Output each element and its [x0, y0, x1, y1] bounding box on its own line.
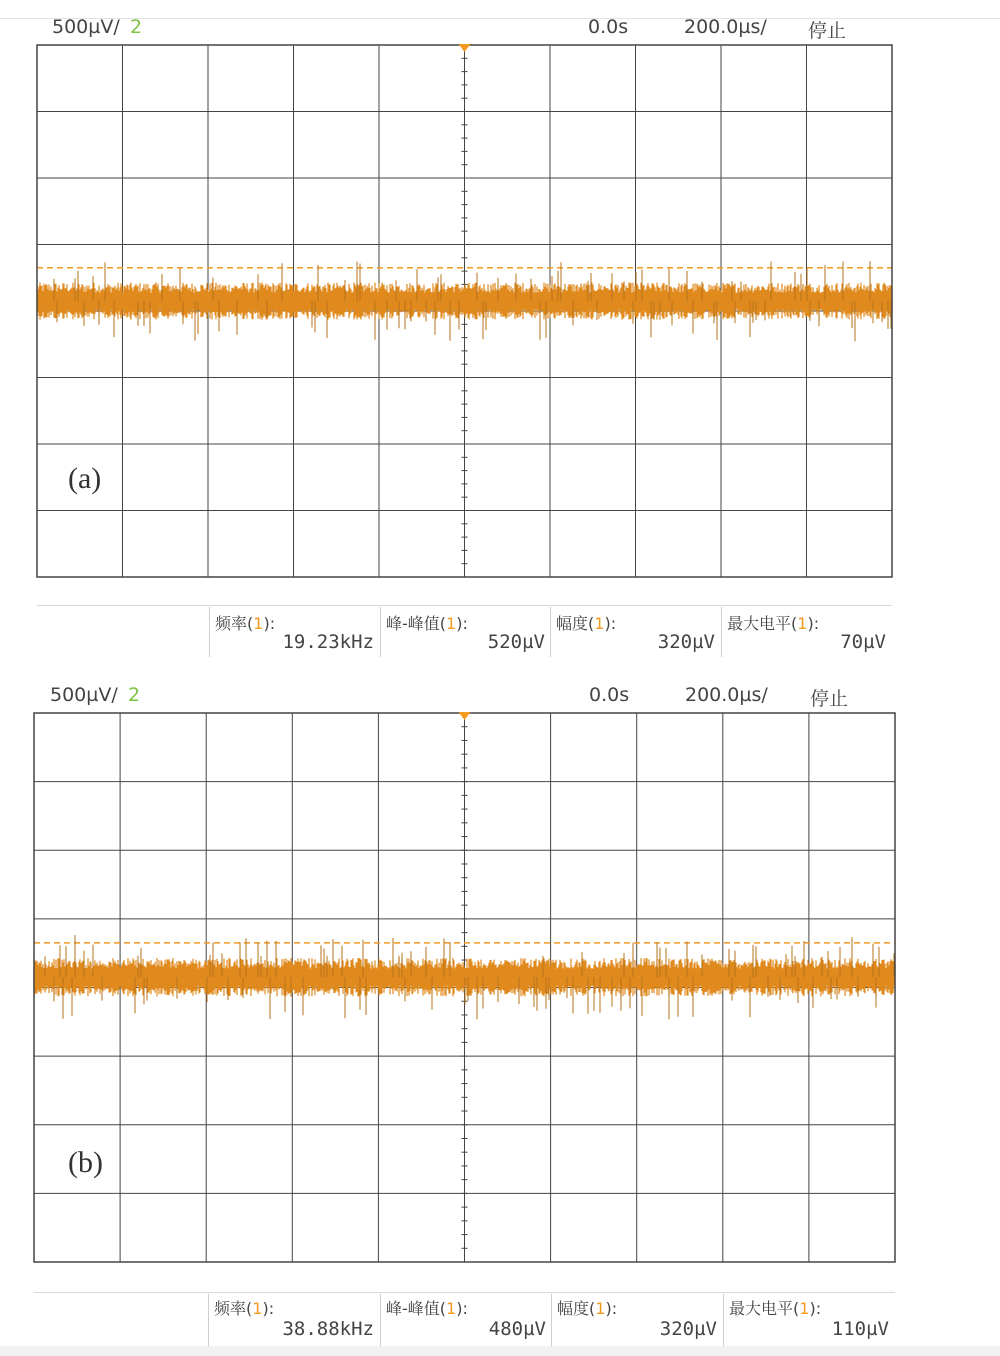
channel-number: 2: [130, 16, 143, 38]
trigger-marker-icon: [459, 712, 471, 720]
measurement-value-max-level: 110µV: [831, 1318, 889, 1340]
time-per-div: 200.0µs/: [684, 16, 767, 38]
panel-label: (b): [68, 1146, 103, 1179]
measurement-label-max-level: 最大电平(1):: [729, 1299, 822, 1318]
time-offset: 0.0s: [589, 684, 630, 706]
scope-display-a: [0, 0, 1000, 600]
volts-per-div: 500µV/: [50, 684, 118, 706]
run-status: 停止: [810, 688, 849, 710]
channel-number: 2: [128, 684, 141, 706]
measurement-value-peak-to-peak: 520µV: [487, 631, 545, 653]
panel-label: (a): [68, 462, 102, 495]
measurement-value-amplitude: 320µV: [657, 631, 715, 653]
measurement-divider: [34, 1292, 895, 1293]
measurement-value-max-level: 70µV: [840, 631, 886, 653]
scope-panel-a: [0, 0, 1000, 668]
measurement-value-frequency: 19.23kHz: [282, 631, 374, 653]
time-per-div: 200.0µs/: [685, 684, 768, 706]
scope-display-b: [0, 668, 1000, 1268]
time-offset: 0.0s: [588, 16, 629, 38]
noise-trace: [37, 282, 892, 319]
measurement-label-max-level: 最大电平(1):: [727, 614, 820, 633]
measurement-value-amplitude: 320µV: [659, 1318, 717, 1340]
measurement-label-peak-to-peak: 峰-峰值(1):: [386, 614, 468, 633]
measurement-label-peak-to-peak: 峰-峰值(1):: [386, 1299, 468, 1318]
measurement-label-frequency: 频率(1):: [215, 614, 276, 633]
measurement-label-frequency: 频率(1):: [214, 1299, 275, 1318]
measurement-label-amplitude: 幅度(1):: [557, 1299, 618, 1318]
volts-per-div: 500µV/: [52, 16, 120, 38]
measurement-value-peak-to-peak: 480µV: [488, 1318, 546, 1340]
measurement-label-amplitude: 幅度(1):: [556, 614, 617, 633]
scope-panel-b: [0, 668, 1000, 1356]
trigger-marker-icon: [459, 44, 471, 52]
bottom-bar: [0, 1346, 1000, 1356]
measurement-value-frequency: 38.88kHz: [282, 1318, 374, 1340]
run-status: 停止: [808, 20, 847, 42]
measurement-divider: [37, 605, 892, 606]
